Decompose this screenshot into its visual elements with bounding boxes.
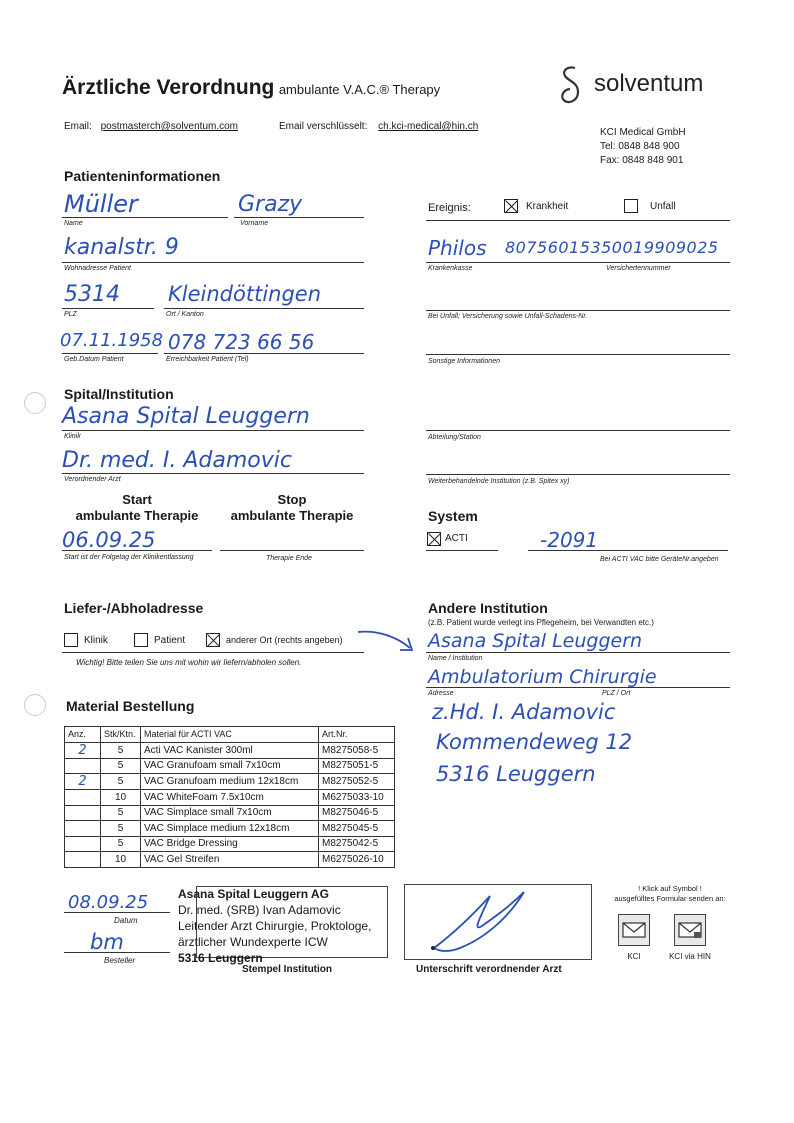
send-kci-hin-button[interactable] [674,914,706,946]
weiter-line [426,474,730,475]
birth-line [62,353,158,354]
start-date-value[interactable]: 06.09.25 [62,528,156,552]
table-row [65,852,395,868]
punch-hole [24,392,46,414]
versichertennummer-value[interactable]: 80756015350019909025 [505,238,719,257]
stk-cell: 10 [101,790,141,806]
andere-name-label: Name / Institution [428,655,483,662]
anz-cell[interactable]: 2 [65,774,101,790]
ort-value[interactable]: Kleindöttingen [168,282,322,306]
vorname-label: Vorname [240,220,269,227]
name-line [62,217,228,218]
artnr-cell: M8275045-5 [319,821,395,837]
andere-line5-value[interactable]: 5316 Leuggern [436,762,596,786]
kasse-line [426,262,730,263]
andere-plz-label: PLZ / Ort [602,690,631,697]
stk-cell: 5 [101,774,141,790]
klinik-value[interactable]: Asana Spital Leuggern [62,404,310,429]
mail-icon [619,915,649,945]
email-row: Email: postmasterch@solventum.com [64,121,238,132]
col-material: Material für ACTI VAC [141,727,319,743]
secure-mail-icon [675,915,705,945]
krankenkasse-label: Krankenkasse [428,265,473,272]
address-label: Wohnadresse Patient [64,265,131,272]
anderer-ort-checkbox[interactable] [206,633,220,647]
plz-label: PLZ [64,311,77,318]
stop-heading: Stop ambulante Therapie [230,492,354,523]
andere-name-line [426,652,730,653]
form-title: Ärztliche Verordnung ambulante V.A.C.® Therapy [62,76,441,99]
material-cell: VAC Granufoam medium 12x18cm [141,774,319,790]
arrow-right-icon [356,626,416,660]
solventum-logo [556,64,586,113]
stk-cell: 5 [101,758,141,774]
unfall-versicherung-label: Bei Unfall; Versicherung sowie Unfall-Schadens-Nr. [428,313,588,320]
artnr-cell: M8275052-5 [319,774,395,790]
unfall-label: Unfall [650,201,676,212]
anz-cell[interactable] [65,758,101,774]
start-line [62,550,212,551]
klinik-line [62,430,364,431]
andere-adresse-line [426,687,730,688]
versichertennummer-label: Versichertennummer [606,265,671,272]
stop-line [220,550,364,551]
besteller-line [64,952,170,953]
stk-cell: 5 [101,836,141,852]
geraet-label: Bei ACTI VAC bitte GeräteNr.angeben [600,556,719,563]
besteller-value[interactable]: bm [90,930,124,954]
col-artnr: Art.Nr. [319,727,395,743]
email-link[interactable]: postmasterch@solventum.com [100,121,238,132]
ereignis-label: Ereignis: [428,202,471,214]
kci-hin-label: KCI via HIN [669,952,711,961]
phone-value[interactable]: 078 723 66 56 [168,330,315,354]
krankheit-checkbox[interactable] [504,199,518,213]
sonstige-line [426,354,730,355]
material-cell: VAC Bridge Dressing [141,836,319,852]
besteller-label: Besteller [104,956,136,965]
birth-label: Geb.Datum Patient [64,356,124,363]
artnr-cell: M6275026-10 [319,852,395,868]
klinik-label: Klinik [64,433,81,440]
andere-adresse-label: Adresse [428,690,454,697]
material-heading: Material Bestellung [66,698,195,714]
table-row [65,774,395,790]
institution-stamp: Asana Spital Leuggern AG Dr. med. (SRB) Ivan Adamovic Leitender Arzt Chirurgie, Proktologe, ärztlicher Wundexperte ICW 5316 Leuggern [178,887,372,965]
name-label: Name [64,220,83,227]
geraet-nr-value[interactable]: -2091 [540,528,599,552]
klinik-option-label: Klinik [84,635,108,646]
ort-line [164,308,364,309]
table-row [65,805,395,821]
end-label: Therapie Ende [266,555,312,562]
phone-line [164,353,364,354]
anz-cell[interactable] [65,805,101,821]
andere-line3-value[interactable]: z.Hd. I. Adamovic [432,700,616,724]
patient-heading: Patienteninformationen [64,168,221,184]
acti-checkbox[interactable] [427,532,441,546]
kci-label: KCI [627,952,641,961]
email-encrypted-link[interactable]: ch.kci-medical@hin.ch [378,121,479,132]
system-heading: System [428,508,478,524]
col-stk: Stk/Ktn. [101,727,141,743]
artnr-cell: M8275046-5 [319,805,395,821]
plz-value[interactable]: 5314 [64,282,120,307]
start-heading: Start ambulante Therapie [75,492,199,523]
abteilung-label: Abteilung/Station [428,434,481,441]
address-line [62,262,364,263]
material-cell: VAC Simplace medium 12x18cm [141,821,319,837]
andere-sub: (z.B. Patient wurde verlegt ins Pflegeheim, bei Verwandten etc.) [428,618,654,627]
patient-name-value[interactable]: Müller [64,190,138,218]
unfall-checkbox[interactable] [624,199,638,213]
birth-value[interactable]: 07.11.1958 [60,330,164,351]
table-row [65,836,395,852]
material-cell: VAC Simplace small 7x10cm [141,805,319,821]
email-encrypted-row: Email verschlüsselt: ch.kci-medical@hin.ch [279,121,479,132]
company-block: KCI Medical GmbH Tel: 0848 848 900 Fax: 0848 848 901 [600,127,686,166]
send-kci-button[interactable] [618,914,650,946]
andere-name-value[interactable]: Asana Spital Leuggern [428,630,643,652]
artnr-cell: M8275042-5 [319,836,395,852]
krankheit-label: Krankheit [526,201,569,212]
spital-heading: Spital/Institution [64,386,174,402]
andere-adresse-value[interactable]: Ambulatorium Chirurgie [428,666,657,688]
geraet-line [528,550,728,551]
table-row [65,758,395,774]
stk-cell: 5 [101,805,141,821]
patient-checkbox[interactable] [134,633,148,647]
krankenkasse-value[interactable]: Philos [428,236,487,260]
liefer-line [62,652,364,653]
material-table [64,726,395,868]
material-cell: Acti VAC Kanister 300ml [141,742,319,758]
liefer-heading: Liefer-/Abholadresse [64,600,204,616]
abteilung-line [426,430,730,431]
anz-cell[interactable] [65,790,101,806]
sonstige-label: Sonstige Informationen [428,358,500,365]
datum-value[interactable]: 08.09.25 [68,892,149,913]
unterschrift-label: Unterschrift verordnender Arzt [416,964,562,975]
artnr-cell: M8275051-5 [319,758,395,774]
acti-label: ACTI [445,533,468,544]
anz-cell[interactable] [65,836,101,852]
address-value[interactable]: kanalstr. 9 [64,235,179,260]
datum-label: Datum [114,916,138,925]
material-cell: VAC Gel Streifen [141,852,319,868]
anz-cell[interactable] [65,852,101,868]
stk-cell: 5 [101,742,141,758]
patient-vorname-value[interactable]: Grazy [238,192,303,217]
acti-line [426,550,498,551]
klinik-checkbox[interactable] [64,633,78,647]
table-row [65,790,395,806]
table-row [65,821,395,837]
arzt-line [62,473,364,474]
patient-option-label: Patient [154,635,186,646]
artnr-cell: M8275058-5 [319,742,395,758]
vorname-line [234,217,364,218]
punch-hole [24,694,46,716]
phone-label: Erreichbarkeit Patient (Tel) [166,356,249,363]
stempel-label: Stempel Institution [242,964,332,975]
ort-label: Ort / Kanton [166,311,204,318]
ereignis-line [426,220,730,221]
send-hint: ! Klick auf Symbol ! ausgefülltes Formular senden an: [614,884,726,903]
anderer-ort-label: anderer Ort (rechts angeben) [226,635,343,645]
stk-cell: 5 [101,821,141,837]
table-row [65,742,395,758]
datum-line [64,912,170,913]
stk-cell: 10 [101,852,141,868]
andere-heading: Andere Institution [428,600,548,616]
material-table-header [65,727,395,743]
arzt-label: Verordnender Arzt [64,476,121,483]
material-cell: VAC Granufoam small 7x10cm [141,758,319,774]
col-anz: Anz. [65,727,101,743]
artnr-cell: M6275033-10 [319,790,395,806]
brand-name: solventum [594,70,704,97]
arzt-value[interactable]: Dr. med. I. Adamovic [62,448,292,473]
start-label: Start ist der Folgetag der Klinikentlassung [64,554,194,561]
material-cell: VAC WhiteFoam 7.5x10cm [141,790,319,806]
signature-icon [420,888,540,958]
unfall-line [426,310,730,311]
solventum-logo-icon [556,64,586,108]
andere-line4-value[interactable]: Kommendeweg 12 [436,730,633,754]
anz-cell[interactable]: 2 [65,742,101,758]
weiter-label: Weiterbehandelnde Institution (z.B. Spitex xy) [428,478,570,485]
anz-cell[interactable] [65,821,101,837]
liefer-hinweis: Wichtig! Bitte teilen Sie uns mit wohin wir liefern/abholen sollen. [76,658,302,667]
plz-line [62,308,154,309]
